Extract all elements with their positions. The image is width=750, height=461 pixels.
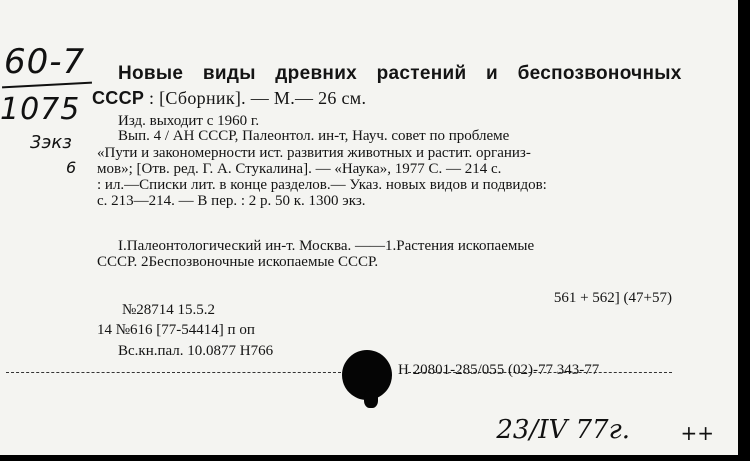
card-line-series: «Пути и закономерности ист. развития животных и растит. организ- — [97, 145, 531, 161]
handwritten-mark: ++ — [680, 421, 714, 445]
card-line-issue: Вып. 4 / АН СССР, Палеонтол. ин-т, Науч. совет по проблеме — [118, 128, 510, 144]
card-title-country: СССР — [92, 88, 145, 108]
handwritten-copies-note: 3экз — [30, 132, 72, 153]
ink-blot — [342, 350, 392, 400]
card-pages-ref: 561 + 562] (47+57) — [553, 290, 672, 306]
card-line-subject-1: I.Палеонтологический ин-т. Москва. ——1.Растения ископаемые — [118, 238, 535, 254]
handwritten-sub-mark: 6 — [66, 158, 77, 177]
card-line-illustrations: : ил.—Списки лит. в конце разделов.— Указ. новых видов и подвидов: — [97, 177, 547, 193]
scan-border-right — [738, 0, 750, 461]
card-title-line1: Новые виды древних растений и беспозвоночных — [118, 63, 682, 84]
handwritten-underline — [2, 82, 92, 89]
card-line-publication: Изд. выходит с 1960 г. — [118, 113, 260, 129]
scan-border-bottom — [0, 455, 750, 461]
card-line-subject-2: СССР. 2Беспозвоночные ископаемые СССР. — [97, 254, 379, 270]
handwritten-shelf-number: 1075 — [0, 92, 81, 127]
card-number-line1: №28714 15.5.2 — [122, 302, 216, 318]
card-line-editor: мов»; [Отв. ред. Г. А. Стукалина]. — «Наука», 1977 С. — 214 с. — [97, 161, 502, 177]
handwritten-date: 23/IV 77г. — [496, 415, 630, 445]
card-number-line3: Вс.кн.пал. 10.0877 Н766 — [118, 343, 274, 359]
dashed-rule-left — [6, 372, 341, 373]
card-classification: Н 20801-285/055 (02)-77 343-77 — [398, 362, 600, 378]
handwritten-shelf-code: 60-7 — [4, 42, 86, 82]
card-line-price: с. 213—214. — В пер. : 2 р. 50 к. 1300 экз. — [97, 193, 366, 209]
card-number-line2: 14 №616 [77-54414] п оп — [97, 322, 255, 338]
card-title-bib: : [Сборник]. — М.— 26 см. — [144, 88, 367, 108]
card-title-line2 — [92, 90, 366, 106]
